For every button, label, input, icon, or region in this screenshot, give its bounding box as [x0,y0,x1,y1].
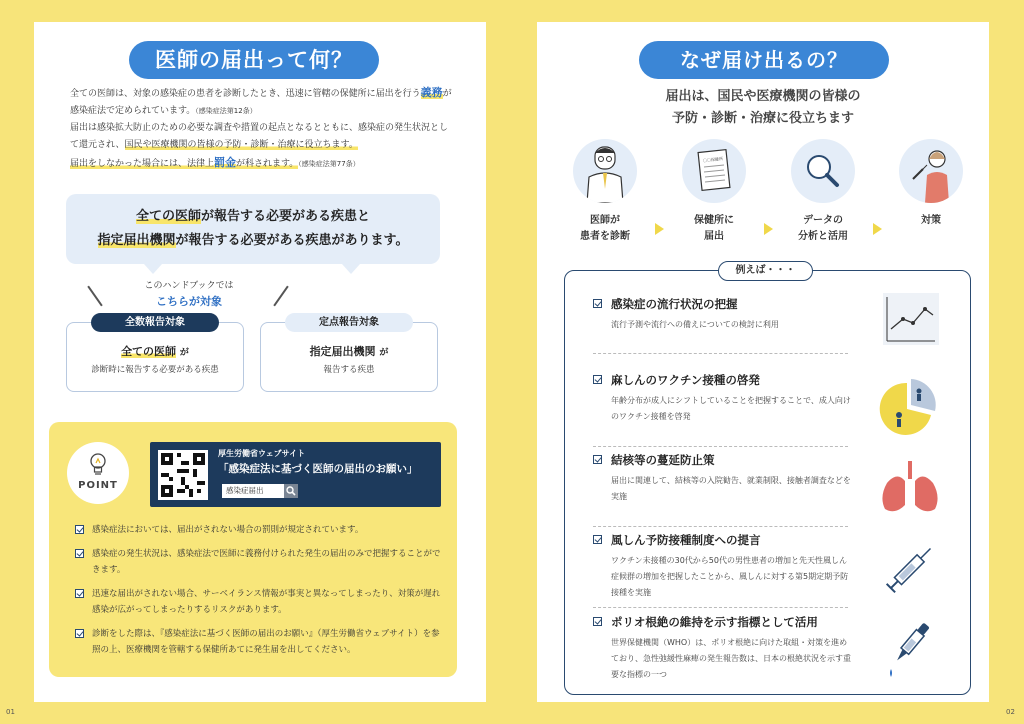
checkbox-icon [75,629,84,638]
checkbox-icon [75,549,84,558]
point-section [49,422,457,677]
slash-left [87,286,102,307]
dropper-icon [875,615,945,681]
box-all-report: 全数報告対象 全ての医師 が 診断時に報告する必要がある疾患 [66,322,244,392]
example-item: 結核等の蔓延防止策 届出に関連して、結核等の入院勧告、就業制限、接触者調査などを実施 [593,451,853,505]
report-bubble: 全ての医師が報告する必要がある疾患と 指定届出機関が報告する必要がある疾患があります。 [66,194,440,264]
check-item: 診断をした際は、『感染症法に基づく医師の届出のお願い』（厚生労働省ウェブサイト）を参照の上、医療機関を管轄する保健所あてに発生届を出してください。 [75,626,445,658]
checkbox-icon [593,455,602,464]
flow-step-report: 〇〇保健所 保健所に 届出 [680,139,748,245]
flow-step-diagnose: 医師が 患者を診断 [571,139,639,245]
checkbox-icon [75,525,84,534]
right-page [537,22,989,702]
checkbox-icon [75,589,84,598]
divider [593,526,848,527]
magnifier-icon [791,139,855,203]
example-item: ポリオ根絶の維持を示す指標として活用 世界保健機関（WHO）は、ポリオ根絶に向けた取組・対策を進めており、急性弛緩性麻痺の発生報告数は、日本の根絶状況を示す重要な指標の一つ [593,613,853,683]
check-item: 感染症の発生状況は、感染症法で医師に義務付けられた発生の届出のみで把握することができます。 [75,546,445,578]
mhlw-banner[interactable]: 厚生労働省ウェブサイト 「感染症法に基づく医師の届出のお願い」 感染症届出 [150,442,441,507]
example-item: 風しん予防接種制度への提言 ワクチン未接種の30代から50代の男性患者の増加と先天性風しん症候群の増加を把握したことから、風しんに対する第5期定期予防接種を実施 [593,531,853,601]
duty-highlight: 義務 [420,86,443,99]
line-chart-icon [875,289,945,349]
qr-code-icon [158,450,208,500]
left-title: 医師の届出って何？ [129,41,379,79]
divider [593,353,848,354]
svg-text:〇〇保健所: 〇〇保健所 [702,156,724,164]
handbook-note: このハンドブックでは こちらが対象 [144,281,234,308]
check-item: 感染症法においては、届出がされない場合の罰則が規定されています。 [75,522,445,538]
checkbox-icon [593,299,602,308]
right-subtitle: 届出は、国民や医療機関の皆様の 予防・診断・治療に役立ちます [665,89,861,126]
intro-text: 全ての医師は、対象の感染症の患者を診断したとき、迅速に管轄の保健所に届出を行う義務が感染症法で定められています。（感染症法第12条） 届出は感染拡大防止のための必要な調査や措置の起点となるとともに、感染症の発生状況として還元され、国民や医療機関の皆様の予防・診断・治療に役立ちます。 届出をしなかった場合には、法律上罰金が科されます。（感染症法第77条） [70,86,452,169]
doctor-icon [573,139,637,203]
document-icon [682,139,746,203]
divider [593,446,848,447]
checkbox-icon [593,375,602,384]
flow-arrow [764,223,773,235]
search-icon[interactable] [284,484,298,498]
flow-arrow [655,223,664,235]
examples-box [564,265,971,695]
fine-highlight: 罰金 [214,156,237,169]
page-number-left: 01 [6,708,15,716]
search-box[interactable]: 感染症届出 [222,484,298,498]
example-item: 麻しんのワクチン接種の啓発 年齢分布が成人にシフトしていることを把握することで、成人向けのワクチン接種を啓発 [593,371,853,425]
lightbulb-icon [87,452,109,476]
flow-arrow [873,223,882,235]
syringe-icon [875,539,945,599]
check-item: 迅速な届出がされない場合、サーベイランス情報が事実と異なってしまったり、対策が遅れ感染が広がってしまったりするリスクがあります。 [75,586,445,618]
slash-right [273,286,288,307]
left-page [34,22,486,702]
flow-step-analyze: データの 分析と活用 [789,139,857,245]
bubble-tail-left [144,264,162,274]
checkbox-icon [593,617,602,626]
checkbox-icon [593,535,602,544]
example-item: 感染症の流行状況の把握 流行予測や流行への備えについての検討に利用 [593,295,853,333]
lungs-icon [875,457,945,517]
page-number-right: 02 [1006,708,1015,716]
right-title: なぜ届け出るの？ [639,41,889,79]
vaccine-woman-icon [899,139,963,203]
point-badge: POINT [67,442,129,504]
pie-people-icon [875,371,945,441]
flow-step-measures: 対策 [897,139,965,229]
box-sentinel-report: 定点報告対象 指定届出機関 が 報告する疾患 [260,322,438,392]
bubble-tail-right [342,264,360,274]
divider [593,607,848,608]
examples-label: 例えば・・・ [718,261,813,281]
point-checklist [75,522,445,666]
